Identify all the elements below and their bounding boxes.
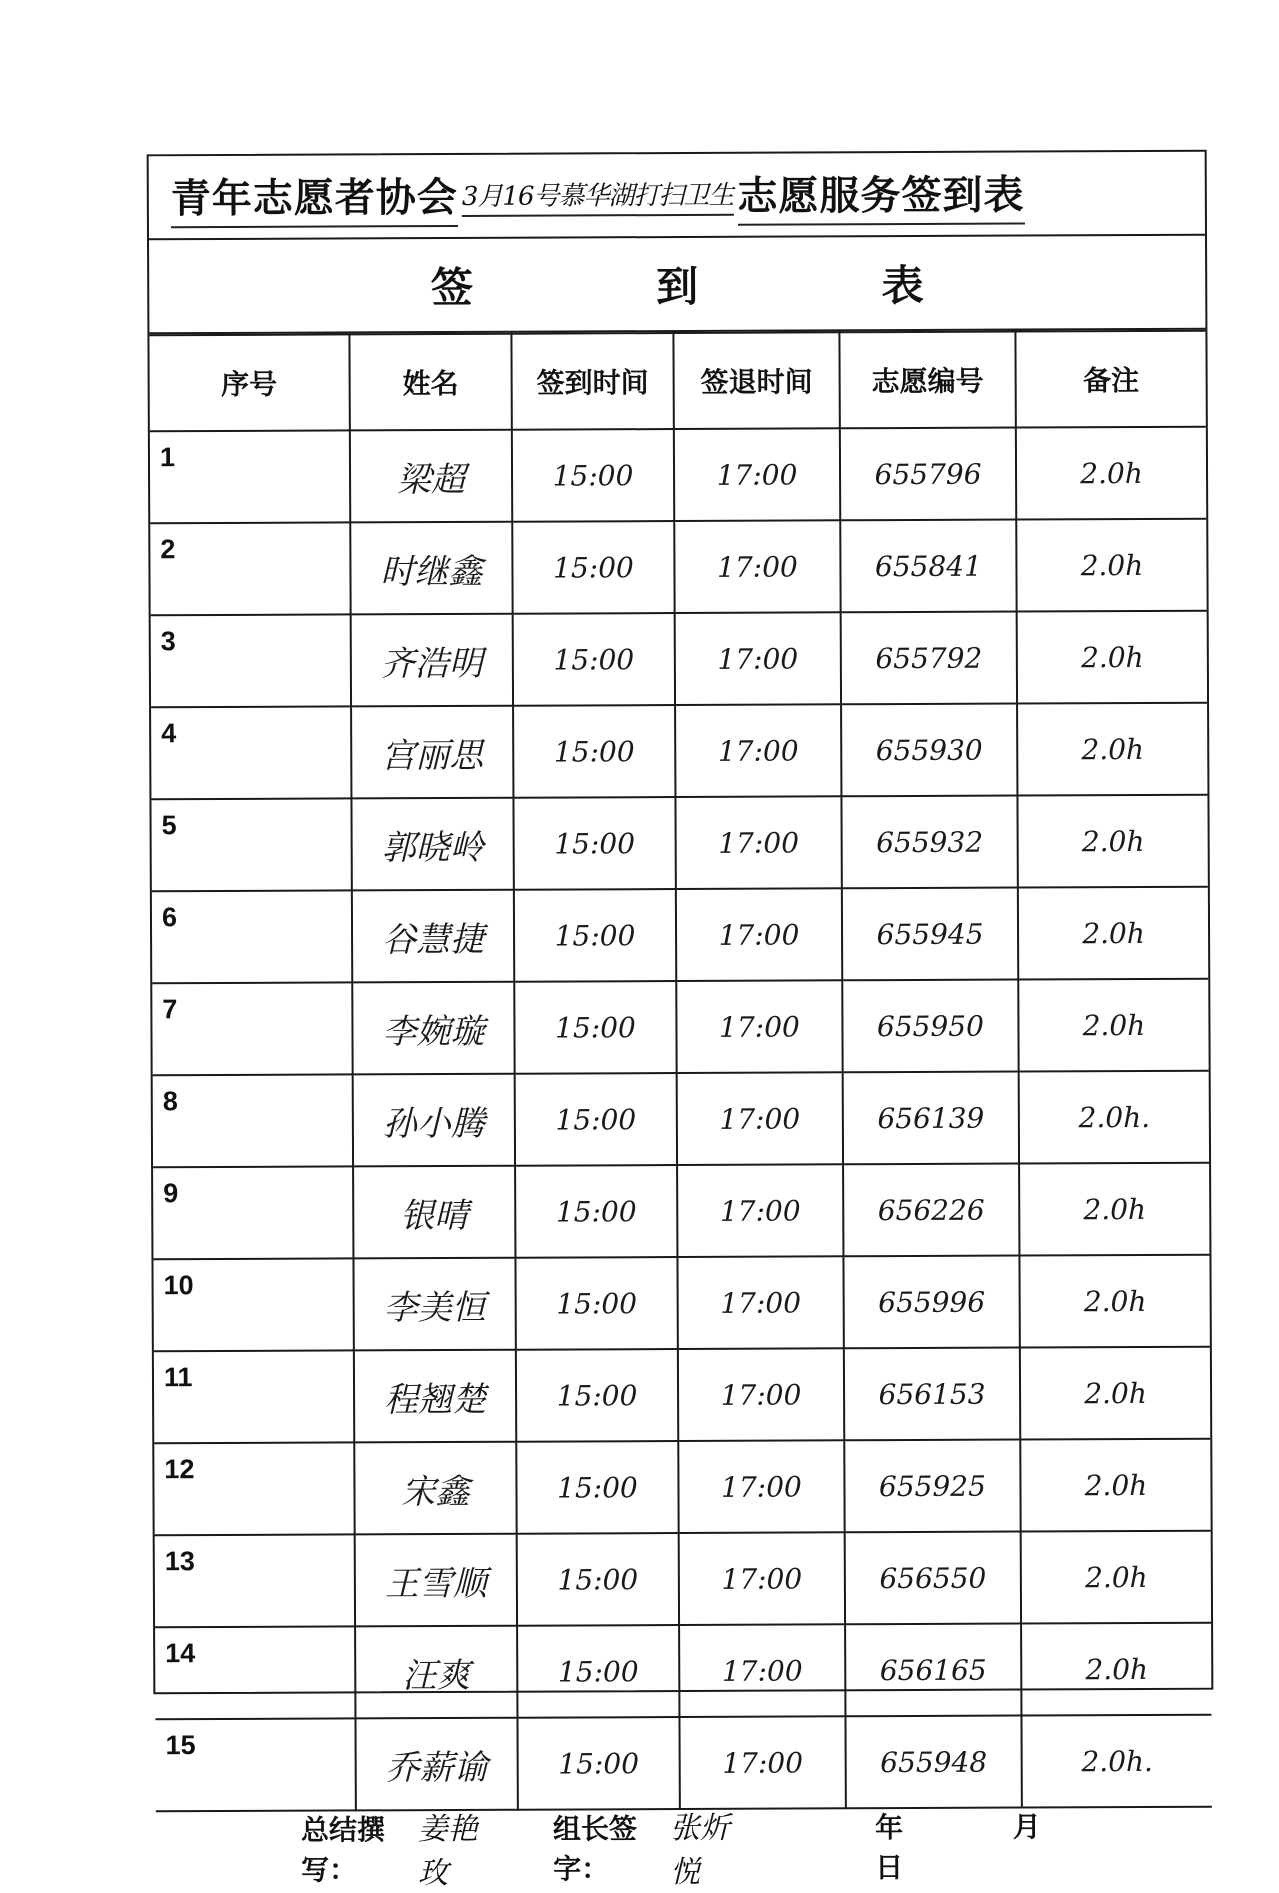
subtitle-char: 表 bbox=[881, 260, 924, 311]
row-note: 2.0h bbox=[1017, 611, 1207, 704]
month-label: 月 bbox=[1012, 1810, 1041, 1844]
row-checkout-time: 17:00 bbox=[676, 888, 842, 981]
row-note: 2.0h. bbox=[1021, 1715, 1211, 1808]
table-row bbox=[155, 1623, 1211, 1720]
row-volunteer-id: 655796 bbox=[840, 428, 1016, 521]
table-row bbox=[150, 427, 1206, 524]
row-name: 宋鑫 bbox=[354, 1442, 516, 1535]
row-index: 3 bbox=[151, 614, 351, 707]
sheet-title bbox=[149, 152, 1205, 241]
row-volunteer-id: 656226 bbox=[843, 1164, 1019, 1257]
row-volunteer-id: 656165 bbox=[845, 1624, 1021, 1717]
row-checkout-time: 17:00 bbox=[679, 1532, 845, 1625]
subtitle-char: 到 bbox=[656, 261, 699, 312]
row-name: 孙小腾 bbox=[353, 1074, 515, 1167]
row-name: 齐浩明 bbox=[351, 614, 513, 707]
row-index: 5 bbox=[151, 798, 351, 891]
table-row bbox=[151, 795, 1207, 892]
row-index: 9 bbox=[153, 1166, 353, 1259]
row-checkout-time: 17:00 bbox=[675, 612, 841, 705]
row-index: 15 bbox=[155, 1718, 355, 1811]
row-checkin-time: 15:00 bbox=[515, 1257, 677, 1350]
row-volunteer-id: 655841 bbox=[840, 520, 1016, 613]
row-checkout-time: 17:00 bbox=[679, 1716, 845, 1809]
sheet-footer bbox=[156, 1808, 1212, 1892]
row-volunteer-id: 656139 bbox=[843, 1072, 1019, 1165]
row-index: 11 bbox=[154, 1350, 354, 1443]
summary-label: 总结撰写： bbox=[300, 1813, 386, 1887]
row-volunteer-id: 655792 bbox=[841, 612, 1017, 705]
row-checkin-time: 15:00 bbox=[515, 1073, 677, 1166]
row-volunteer-id: 655948 bbox=[845, 1716, 1021, 1809]
table-row bbox=[152, 887, 1208, 984]
row-checkout-time: 17:00 bbox=[676, 980, 842, 1073]
row-checkin-time: 15:00 bbox=[517, 1625, 679, 1718]
table-header-row bbox=[149, 331, 1205, 432]
row-name: 程翘楚 bbox=[354, 1350, 516, 1443]
row-checkin-time: 15:00 bbox=[514, 889, 676, 982]
row-name: 王雪顺 bbox=[355, 1534, 517, 1627]
leader-label: 组长签字： bbox=[552, 1812, 638, 1886]
row-index: 13 bbox=[155, 1534, 355, 1627]
row-checkin-time: 15:00 bbox=[513, 613, 675, 706]
row-note: 2.0h bbox=[1020, 1439, 1210, 1532]
row-checkin-time: 15:00 bbox=[513, 797, 675, 890]
row-note: 2.0h bbox=[1016, 519, 1206, 612]
row-index: 12 bbox=[154, 1442, 354, 1535]
row-volunteer-id: 655950 bbox=[842, 980, 1018, 1073]
date-field bbox=[875, 1805, 1212, 1886]
row-name: 宫丽思 bbox=[351, 706, 513, 799]
row-note: 2.0h bbox=[1018, 979, 1208, 1072]
leader-signature: 张炘悦 bbox=[669, 1810, 730, 1891]
table-row bbox=[151, 611, 1207, 708]
row-note: 2.0h bbox=[1017, 795, 1207, 888]
row-note: 2.0h bbox=[1016, 427, 1206, 520]
row-checkout-time: 17:00 bbox=[677, 1256, 843, 1349]
row-index: 1 bbox=[150, 430, 350, 523]
row-index: 8 bbox=[153, 1074, 353, 1167]
row-index: 2 bbox=[150, 522, 350, 615]
row-note: 2.0h bbox=[1021, 1623, 1211, 1716]
col-header-note: 备注 bbox=[1015, 331, 1205, 428]
row-checkin-time: 15:00 bbox=[515, 1165, 677, 1258]
row-checkin-time: 15:00 bbox=[517, 1717, 679, 1810]
col-header-name: 姓名 bbox=[349, 334, 511, 431]
col-header-volunteer-id: 志愿编号 bbox=[839, 332, 1015, 429]
row-name: 谷慧捷 bbox=[352, 890, 514, 983]
row-checkin-time: 15:00 bbox=[513, 705, 675, 798]
row-note: 2.0h. bbox=[1019, 1071, 1209, 1164]
row-checkout-time: 17:00 bbox=[679, 1624, 845, 1717]
table-row bbox=[153, 1071, 1209, 1168]
row-note: 2.0h bbox=[1019, 1255, 1209, 1348]
col-header-checkin: 签到时间 bbox=[511, 333, 673, 430]
subtitle-char: 签 bbox=[430, 262, 474, 313]
row-index: 7 bbox=[152, 982, 352, 1075]
row-note: 2.0h bbox=[1020, 1347, 1210, 1440]
table-row bbox=[153, 1255, 1209, 1352]
table-row bbox=[155, 1715, 1211, 1812]
row-volunteer-id: 656153 bbox=[844, 1348, 1020, 1441]
row-volunteer-id: 655930 bbox=[841, 704, 1017, 797]
row-checkout-time: 17:00 bbox=[677, 1072, 843, 1165]
table-row bbox=[154, 1439, 1210, 1536]
title-handwritten-event: 3月16号慕华湖打扫卫生 bbox=[462, 174, 734, 216]
col-header-checkout: 签退时间 bbox=[673, 332, 839, 429]
row-volunteer-id: 655996 bbox=[843, 1256, 1019, 1349]
row-name: 梁超 bbox=[350, 430, 512, 523]
row-checkout-time: 17:00 bbox=[674, 520, 840, 613]
row-name: 李美恒 bbox=[353, 1258, 515, 1351]
row-checkout-time: 17:00 bbox=[678, 1348, 844, 1441]
row-checkout-time: 17:00 bbox=[675, 796, 841, 889]
row-name: 李婉璇 bbox=[352, 982, 514, 1075]
row-volunteer-id: 655932 bbox=[841, 796, 1017, 889]
row-checkout-time: 17:00 bbox=[674, 428, 840, 521]
table-row bbox=[154, 1347, 1210, 1444]
title-prefix: 青年志愿者协会 bbox=[171, 165, 458, 227]
row-name: 银晴 bbox=[353, 1166, 515, 1259]
row-checkout-time: 17:00 bbox=[675, 704, 841, 797]
row-checkout-time: 17:00 bbox=[678, 1440, 844, 1533]
table-row bbox=[152, 979, 1208, 1076]
row-checkin-time: 15:00 bbox=[514, 981, 676, 1074]
row-index: 6 bbox=[152, 890, 352, 983]
row-index: 4 bbox=[151, 706, 351, 799]
col-header-index: 序号 bbox=[149, 334, 349, 431]
day-label: 日 bbox=[875, 1851, 904, 1885]
row-checkin-time: 15:00 bbox=[516, 1441, 678, 1534]
table-row bbox=[150, 519, 1206, 616]
row-checkin-time: 15:00 bbox=[517, 1533, 679, 1626]
row-name: 郭晓岭 bbox=[351, 798, 513, 891]
row-volunteer-id: 656550 bbox=[845, 1532, 1021, 1625]
row-name: 汪爽 bbox=[355, 1626, 517, 1719]
row-index: 14 bbox=[155, 1626, 355, 1719]
table-row bbox=[153, 1163, 1209, 1260]
row-checkin-time: 15:00 bbox=[512, 429, 674, 522]
row-volunteer-id: 655925 bbox=[844, 1440, 1020, 1533]
row-note: 2.0h bbox=[1018, 887, 1208, 980]
row-checkin-time: 15:00 bbox=[516, 1349, 678, 1442]
row-checkin-time: 15:00 bbox=[512, 521, 674, 614]
row-name: 乔薪谕 bbox=[355, 1718, 517, 1811]
table-row bbox=[151, 703, 1207, 800]
row-note: 2.0h bbox=[1019, 1163, 1209, 1256]
sign-in-sheet bbox=[147, 150, 1214, 1892]
sheet-subtitle bbox=[149, 236, 1205, 335]
row-note: 2.0h bbox=[1017, 703, 1207, 796]
table-row bbox=[155, 1531, 1211, 1628]
title-suffix: 志愿服务签到表 bbox=[737, 163, 1024, 225]
row-index: 10 bbox=[153, 1258, 353, 1351]
attendance-table bbox=[149, 330, 1211, 1813]
row-checkout-time: 17:00 bbox=[677, 1164, 843, 1257]
summary-signature: 姜艳玫 bbox=[417, 1811, 478, 1892]
row-volunteer-id: 655945 bbox=[842, 888, 1018, 981]
year-label: 年 bbox=[874, 1811, 904, 1845]
row-name: 时继鑫 bbox=[350, 522, 512, 615]
row-note: 2.0h bbox=[1021, 1531, 1211, 1624]
